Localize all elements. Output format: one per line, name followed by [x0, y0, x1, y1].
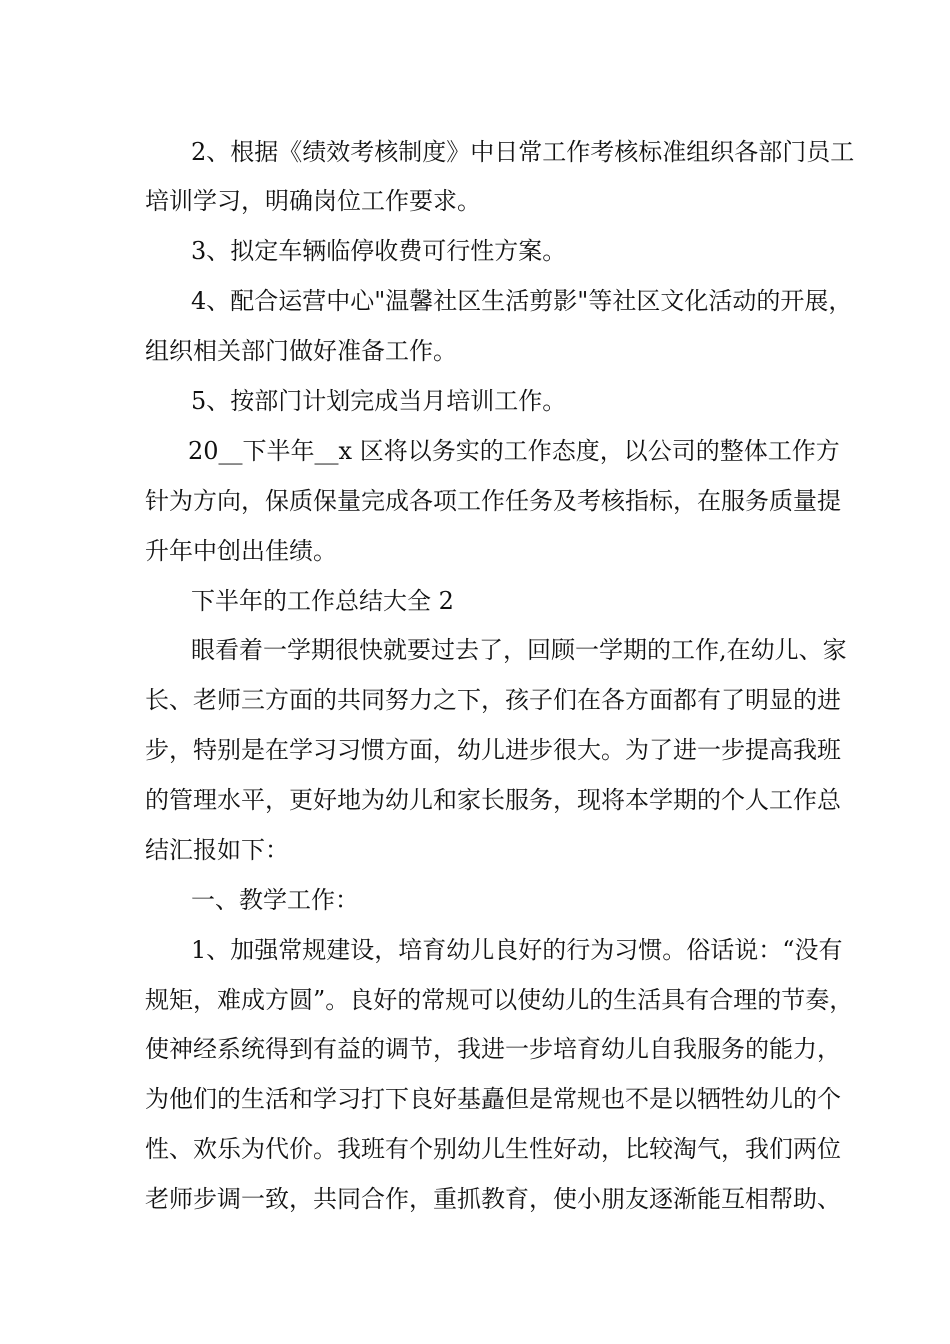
- paragraph-line: 使神经系统得到有益的调节，我进一步培育幼儿自我服务的能力，: [145, 1035, 841, 1063]
- paragraph-line: 老师步调一致，共同合作，重抓教育，使小朋友逐渐能互相帮助、: [145, 1185, 841, 1213]
- paragraph-line: 4、配合运营中心"温馨社区生活剪影"等社区文化活动的开展，: [191, 287, 853, 315]
- paragraph-line: 升年中创出佳绩。: [145, 537, 337, 565]
- paragraph-line: 培训学习，明确岗位工作要求。: [145, 187, 481, 215]
- paragraph-line: 3、拟定车辆临停收费可行性方案。: [191, 237, 567, 265]
- paragraph-line: 结汇报如下：: [145, 836, 289, 864]
- paragraph-line: 20__下半年__x 区将以务实的工作态度，以公司的整体工作方: [188, 437, 840, 465]
- paragraph-line: 5、按部门计划完成当月培训工作。: [191, 387, 567, 415]
- section-heading: 下半年的工作总结大全 2: [191, 587, 454, 615]
- paragraph-line: 2、根据《绩效考核制度》中日常工作考核标准组织各部门员工: [191, 138, 855, 166]
- paragraph-line: 1、加强常规建设，培育幼儿良好的行为习惯。俗话说：“没有: [191, 936, 843, 964]
- paragraph-line: 的管理水平，更好地为幼儿和家长服务，现将本学期的个人工作总: [145, 786, 841, 814]
- section-heading: 一、教学工作：: [191, 886, 359, 914]
- paragraph-line: 眼看着一学期很快就要过去了，回顾一学期的工作,在幼儿、家: [191, 636, 847, 664]
- paragraph-line: 针为方向，保质保量完成各项工作任务及考核指标，在服务质量提: [145, 487, 841, 515]
- paragraph-line: 长、老师三方面的共同努力之下，孩子们在各方面都有了明显的进: [145, 686, 841, 714]
- paragraph-line: 性、欢乐为代价。我班有个别幼儿生性好动，比较淘气，我们两位: [145, 1135, 841, 1163]
- paragraph-line: 步，特别是在学习习惯方面，幼儿进步很大。为了进一步提高我班: [145, 736, 841, 764]
- paragraph-line: 规矩，难成方圆”。良好的常规可以使幼儿的生活具有合理的节奏，: [145, 986, 854, 1014]
- paragraph-line: 为他们的生活和学习打下良好基矗但是常规也不是以牺牲幼儿的个: [145, 1085, 841, 1113]
- paragraph-line: 组织相关部门做好准备工作。: [145, 337, 457, 365]
